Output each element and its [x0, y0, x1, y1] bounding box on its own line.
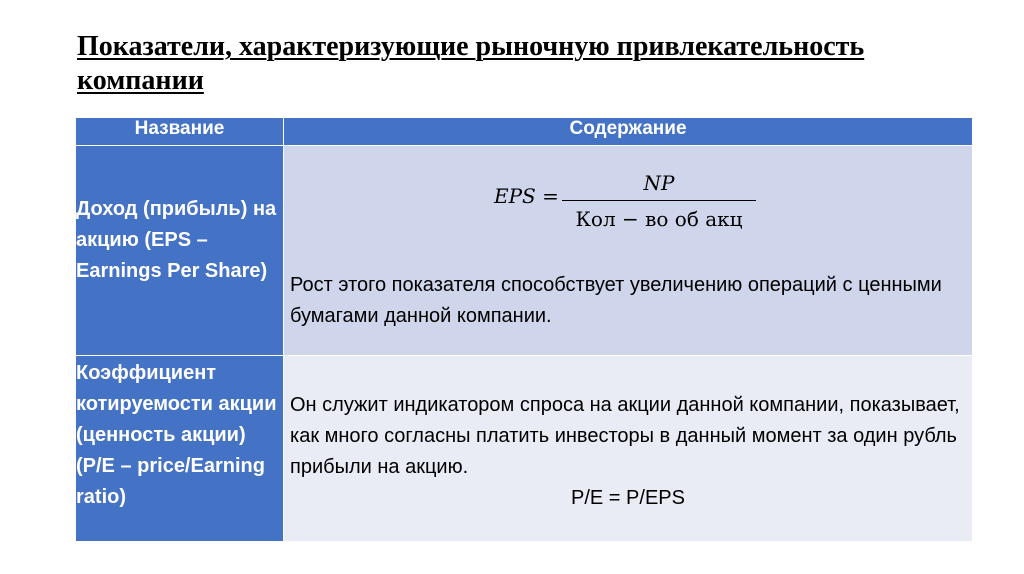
row-name: Доход (прибыль) на акцию (EPS – Earnings Per Share): [76, 198, 277, 282]
formula-lhs: EPS =: [494, 184, 559, 208]
pe-formula: P/E = P/EPS: [571, 487, 685, 509]
row-description: Рост этого показателя способствует увеличению операций с ценными бумагами данной компании.: [290, 274, 942, 327]
table-row: [76, 356, 973, 542]
table-header-row: [76, 118, 973, 146]
formula-denominator: Кол − во об акц: [575, 207, 743, 231]
row-name: Коэффициент котируемости акции (ценность акции) (P/E – price/Earning ratio): [76, 362, 277, 508]
row-content-cell: [284, 356, 973, 542]
row-content-cell: [284, 146, 973, 356]
row-description: Он служит индикатором спроса на акции данной компании, показывает, как много согласны платить инвесторы в данный момент за один рубль прибыли на акцию.: [290, 394, 960, 478]
column-header-content: Содержание: [284, 118, 973, 146]
row-name-cell: [76, 356, 284, 542]
formula-fraction: [562, 168, 756, 234]
table-row: [76, 146, 973, 356]
eps-formula: [284, 146, 972, 256]
formula-numerator: NP: [643, 171, 675, 195]
row-name-cell: [76, 146, 284, 356]
indicators-table: [75, 117, 973, 542]
page-title: Показатели, характеризующие рыночную привлекательность компании: [77, 31, 865, 96]
column-header-name: Название: [76, 118, 284, 146]
fraction-bar: [562, 200, 756, 201]
